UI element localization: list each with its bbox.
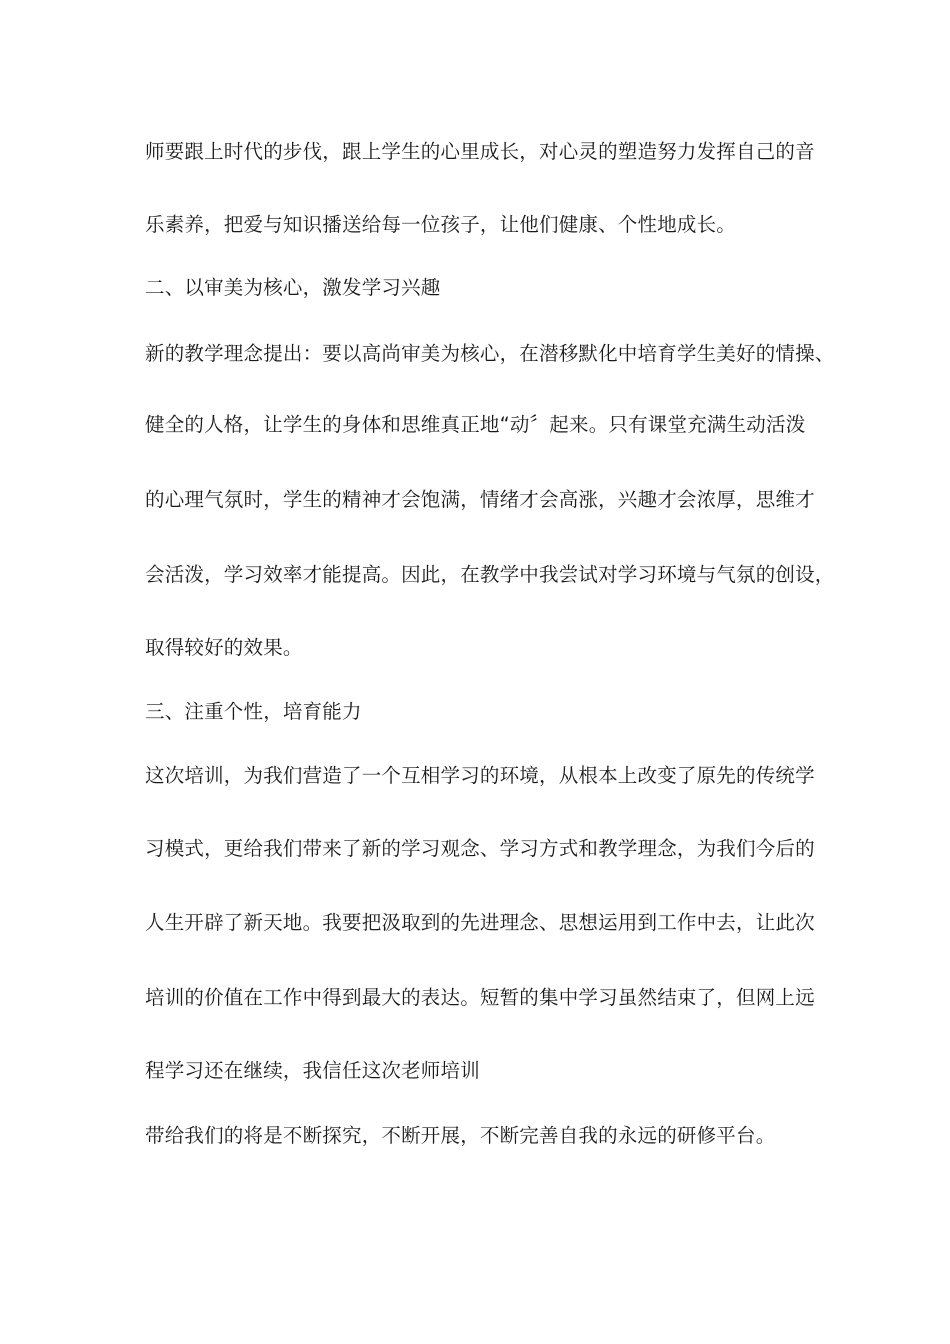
paragraph-line: 人生开辟了新天地。我要把汲取到的先进理念、思想运用到工作中去，让此次 [145,911,815,934]
paragraph-line: 取得较好的效果。 [145,636,303,659]
paragraph-line: 带给我们的将是不断探究，不断开展，不断完善自我的永远的研修平台。 [145,1124,776,1147]
section-heading: 三、注重个性，培育能力 [145,700,362,723]
section-heading: 二、以审美为核心，激发学习兴趣 [145,276,441,299]
paragraph-line: 健全的人格，让学生的身体和思维真正地“动〞起来。只有课堂充满生动活泼 [145,413,806,436]
paragraph-line: 这次培训，为我们营造了一个互相学习的环境，从根本上改变了原先的传统学 [145,764,815,787]
paragraph-line: 新的教学理念提出：要以高尚审美为核心，在潜移默化中培育学生美好的情操、 [145,342,835,365]
paragraph-line: 乐素养，把爱与知识播送给每一位孩子，让他们健康、个性地成长。 [145,213,737,236]
paragraph-line: 师要跟上时代的步伐，跟上学生的心里成长，对心灵的塑造努力发挥自己的音 [145,140,815,163]
paragraph-line: 的心理气氛时，学生的精神才会饱满，情绪才会高涨，兴趣才会浓厚，思维才 [145,488,815,511]
paragraph-line: 习模式，更给我们带来了新的学习观念、学习方式和教学理念，为我们今后的 [145,837,815,860]
paragraph-line: 程学习还在继续，我信任这次老师培训 [145,1059,480,1082]
paragraph-line: 会活泼，学习效率才能提高。因此，在教学中我尝试对学习环境与气氛的创设， [145,563,835,586]
paragraph-line: 培训的价值在工作中得到最大的表达。短暂的集中学习虽然结束了，但网上远 [145,986,815,1009]
